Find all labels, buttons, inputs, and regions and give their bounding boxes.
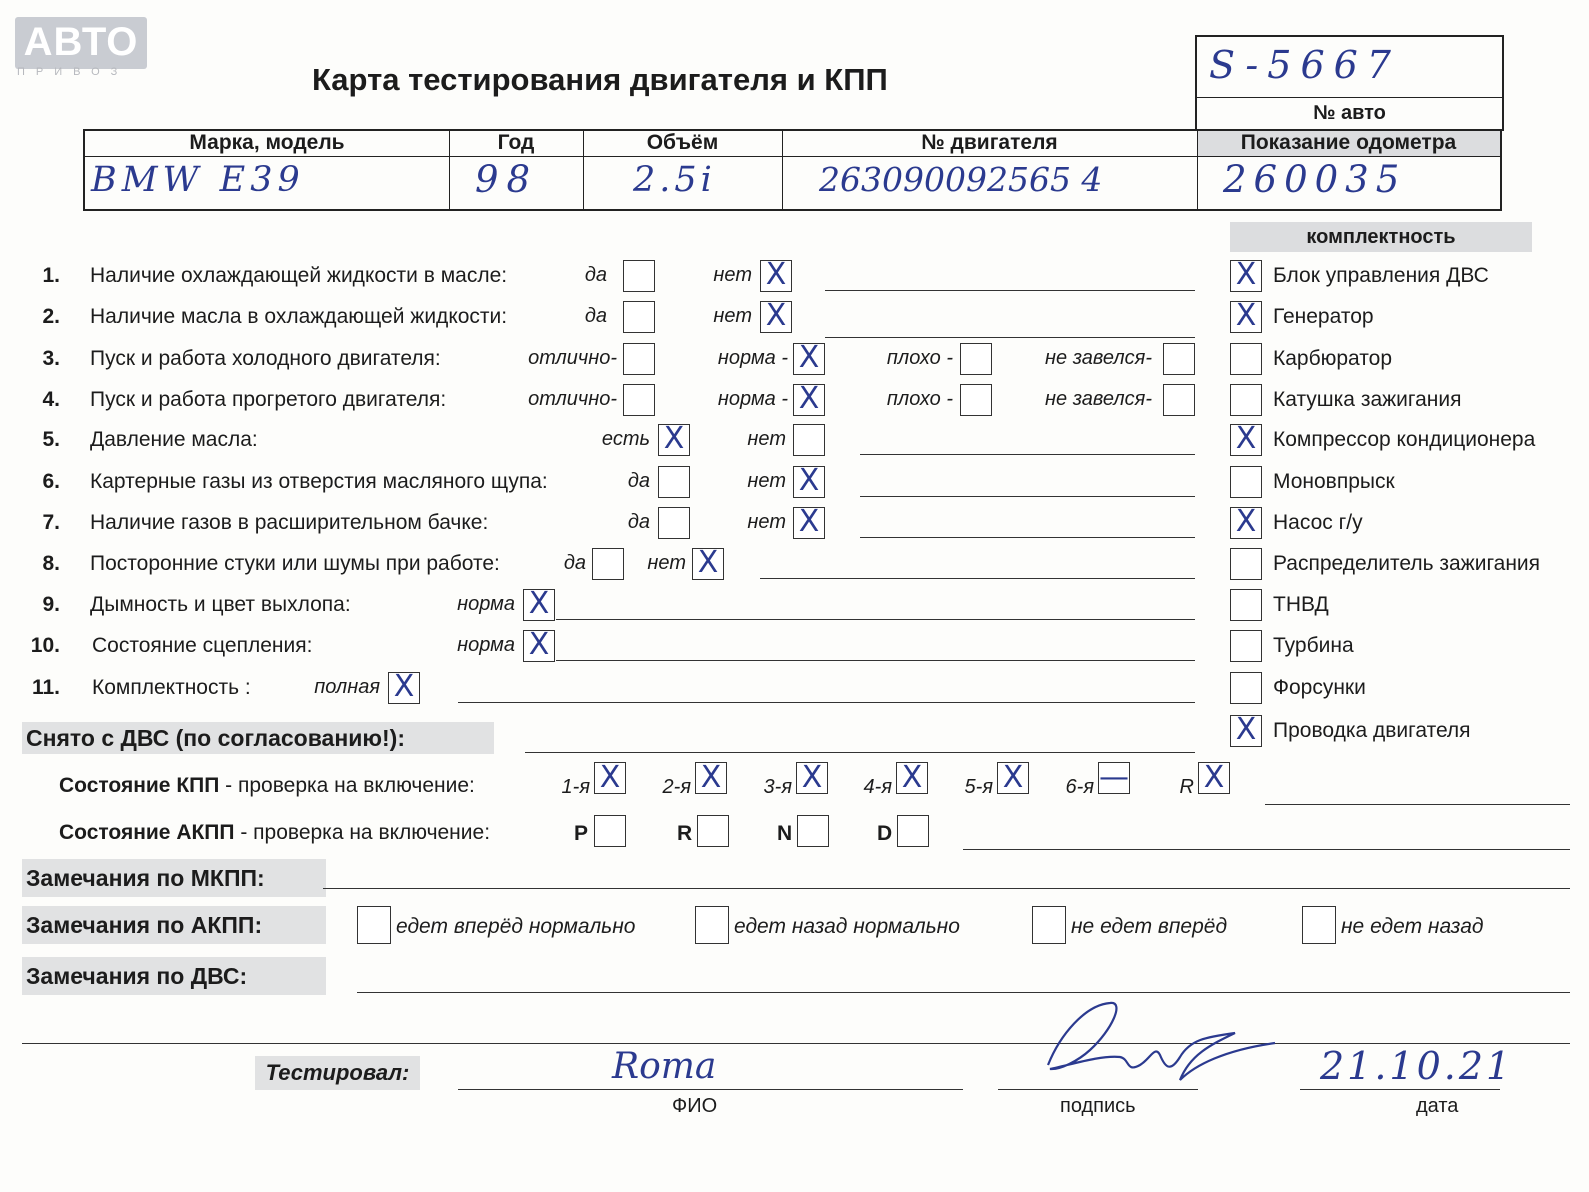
akpp-mode-label: R <box>677 822 693 845</box>
akpp-mode-label: P <box>574 822 589 845</box>
completeness-checkbox[interactable] <box>1230 384 1262 416</box>
check-label: Наличие газов в расширительном бачке: <box>90 511 489 534</box>
logo-subtitle: ПРИВОЗ <box>17 66 129 78</box>
brand-value: BMW E39 <box>91 160 305 200</box>
option-normal-label: норма - <box>717 388 788 410</box>
gear-label: 6-я <box>1065 776 1094 798</box>
header-year-label: Год <box>497 131 535 154</box>
checkbox-bad[interactable] <box>960 384 992 416</box>
header-engine-label: № двигателя <box>921 131 1058 154</box>
checkbox-nostart[interactable] <box>1163 384 1195 416</box>
option-nostart-label: не завелся- <box>1045 347 1152 369</box>
checkbox-yes[interactable] <box>623 260 655 292</box>
akpp-mode-checkbox[interactable] <box>897 815 929 847</box>
completeness-item-label: Блок управления ДВС <box>1273 264 1489 287</box>
completeness-item-label: Генератор <box>1273 305 1374 328</box>
odometer-value: 260035 <box>1223 158 1407 201</box>
date-label: дата <box>1416 1095 1459 1117</box>
check-number: 7. <box>42 511 60 534</box>
completeness-item-label: Насос г/у <box>1273 511 1363 534</box>
check-label: Пуск и работа прогретого двигателя: <box>90 388 447 411</box>
check-number: 6. <box>42 470 60 493</box>
test-date: 21.10.21 <box>1320 1044 1514 1088</box>
option-full-label: полная <box>314 676 380 698</box>
gear-mark: X <box>700 760 722 795</box>
remarks-akpp-title: Замечания по АКПП: <box>22 906 326 944</box>
option-is-label: есть <box>601 428 650 450</box>
gear-mark: — <box>1099 760 1129 795</box>
completeness-title: комплектность <box>1230 222 1532 252</box>
tested-title: Тестировал: <box>255 1056 420 1090</box>
akpp-remark-label: не едет вперёд <box>1071 915 1228 938</box>
checkbox-yes[interactable] <box>623 301 655 333</box>
check-mark: X <box>798 463 820 498</box>
akpp-remark-checkbox[interactable] <box>1032 906 1066 944</box>
option-excellent-label: отлично- <box>528 388 617 410</box>
completeness-item-label: ТНВД <box>1273 593 1329 616</box>
completeness-item-label: Проводка двигателя <box>1273 719 1471 742</box>
check-label: Посторонние стуки или шумы при работе: <box>90 552 500 575</box>
check-label: Состояние сцепления: <box>92 634 313 657</box>
check-mark: X <box>798 381 820 416</box>
gear-label: 2-я <box>662 776 691 798</box>
year-value: 98 <box>475 158 539 201</box>
name-label: ФИО <box>672 1095 718 1117</box>
akpp-label: Состояние АКПП - проверка на включение: <box>59 821 491 844</box>
akpp-remark-label: не едет назад <box>1341 915 1484 938</box>
check-mark: X <box>528 627 550 662</box>
check-mark: X <box>663 421 685 456</box>
option-no-label: нет <box>647 552 686 574</box>
check-mark: X <box>1235 712 1257 747</box>
signature <box>1030 995 1280 1105</box>
option-yes-label: да <box>627 511 650 533</box>
akpp-remark-checkbox[interactable] <box>1302 906 1336 944</box>
option-yes-label: да <box>563 552 586 574</box>
signature-label: подпись <box>1060 1095 1136 1117</box>
check-number: 2. <box>42 305 60 328</box>
akpp-remark-label: едет назад нормально <box>734 915 960 938</box>
completeness-checkbox[interactable] <box>1230 672 1262 704</box>
option-no-label: нет <box>747 511 786 533</box>
gear-mark: X <box>901 760 923 795</box>
akpp-mode-checkbox[interactable] <box>697 815 729 847</box>
check-number: 8. <box>42 552 60 575</box>
completeness-checkbox[interactable] <box>1230 589 1262 621</box>
option-no-label: нет <box>747 428 786 450</box>
check-mark: X <box>765 298 787 333</box>
check-number: 10. <box>30 634 60 657</box>
option-bad-label: плохо - <box>886 388 953 410</box>
header-volume-label: Объём <box>646 131 719 154</box>
akpp-mode-label: D <box>877 822 893 845</box>
completeness-checkbox[interactable] <box>1230 630 1262 662</box>
akpp-remark-checkbox[interactable] <box>695 906 729 944</box>
remarks-mkpp-title: Замечания по МКПП: <box>22 859 326 897</box>
option-excellent-label: отлично- <box>528 347 617 369</box>
car-number-box <box>1195 35 1504 131</box>
gear-mark: X <box>801 760 823 795</box>
check-mark: X <box>528 586 550 621</box>
completeness-item-label: Компрессор кондиционера <box>1273 428 1536 451</box>
completeness-checkbox[interactable] <box>1230 466 1262 498</box>
option-yes-label: да <box>584 305 607 327</box>
gear-label: 1-я <box>561 776 590 798</box>
remarks-dvs-title: Замечания по ДВС: <box>22 957 326 995</box>
completeness-item-label: Распределитель зажигания <box>1273 552 1541 575</box>
check-number: 9. <box>42 593 60 616</box>
check-mark: X <box>1235 298 1257 333</box>
header-odometer-label: Показание одометра <box>1240 131 1457 154</box>
akpp-remark-checkbox[interactable] <box>357 906 391 944</box>
check-mark: X <box>697 545 719 580</box>
option-no-label: нет <box>747 470 786 492</box>
check-number: 11. <box>31 676 60 699</box>
header-brand-label: Марка, модель <box>189 131 345 154</box>
check-number: 3. <box>42 347 60 370</box>
checkbox-yes[interactable] <box>658 507 690 539</box>
akpp-mode-label: N <box>777 822 793 845</box>
check-mark: X <box>798 340 820 375</box>
check-mark: X <box>393 669 415 704</box>
check-mark: X <box>1235 504 1257 539</box>
engine-value: 263090092565 4 <box>819 160 1103 199</box>
gear-label: 4-я <box>863 776 892 798</box>
tester-name: Roma <box>612 1046 717 1087</box>
car-number-value: S-5667 <box>1209 43 1400 87</box>
checkbox-excellent[interactable] <box>623 384 655 416</box>
page-title: Карта тестирования двигателя и КПП <box>312 62 888 97</box>
check-mark: X <box>798 504 820 539</box>
checkbox-excellent[interactable] <box>623 343 655 375</box>
gear-label: R <box>1179 776 1194 798</box>
akpp-mode-checkbox[interactable] <box>797 815 829 847</box>
checkbox-no[interactable] <box>793 424 825 456</box>
car-number-label: № авто <box>1313 102 1386 124</box>
check-number: 4. <box>42 388 60 411</box>
check-label: Наличие охлаждающей жидкости в масле: <box>90 264 508 287</box>
check-number: 1. <box>42 264 60 287</box>
option-yes-label: да <box>584 264 607 286</box>
completeness-item-label: Моновпрыск <box>1273 470 1395 493</box>
completeness-item-label: Катушка зажигания <box>1273 388 1462 411</box>
check-mark: X <box>1235 257 1257 292</box>
header-table <box>83 129 1502 211</box>
completeness-item-label: Карбюратор <box>1273 347 1393 370</box>
completeness-item-label: Форсунки <box>1273 676 1366 699</box>
option-norm-label: норма <box>457 593 515 615</box>
check-number: 5. <box>42 428 60 451</box>
check-label: Пуск и работа холодного двигателя: <box>90 347 441 370</box>
akpp-mode-checkbox[interactable] <box>594 815 626 847</box>
option-yes-label: да <box>627 470 650 492</box>
akpp-remark-label: едет вперёд нормально <box>396 915 636 938</box>
completeness-checkbox[interactable] <box>1230 548 1262 580</box>
option-nostart-label: не завелся- <box>1045 388 1152 410</box>
option-no-label: нет <box>713 305 752 327</box>
check-label: Картерные газы из отверстия масляного щупа: <box>90 470 548 493</box>
option-normal-label: норма - <box>717 347 788 369</box>
gear-mark: X <box>1002 760 1024 795</box>
gear-mark: X <box>1203 760 1225 795</box>
check-mark: X <box>1235 421 1257 456</box>
option-bad-label: плохо - <box>886 347 953 369</box>
check-label: Давление масла: <box>90 428 258 451</box>
gear-label: 5-я <box>964 776 993 798</box>
kpp-label: Состояние КПП - проверка на включение: <box>59 774 475 797</box>
option-norm-label: норма <box>457 634 515 656</box>
check-label: Дымность и цвет выхлопа: <box>90 593 351 616</box>
completeness-item-label: Турбина <box>1273 634 1354 657</box>
check-mark: X <box>765 257 787 292</box>
checkbox-nostart[interactable] <box>1163 343 1195 375</box>
volume-value: 2.5i <box>633 160 716 200</box>
completeness-checkbox[interactable] <box>1230 343 1262 375</box>
check-label: Комплектность : <box>92 676 251 699</box>
checkbox-yes[interactable] <box>658 466 690 498</box>
option-no-label: нет <box>713 264 752 286</box>
check-label: Наличие масла в охлаждающей жидкости: <box>90 305 508 328</box>
gear-label: 3-я <box>763 776 792 798</box>
gear-mark: X <box>599 760 621 795</box>
removed-title: Снято с ДВС (по согласованию!): <box>22 722 494 754</box>
logo: АВТО <box>15 17 147 69</box>
checkbox-bad[interactable] <box>960 343 992 375</box>
